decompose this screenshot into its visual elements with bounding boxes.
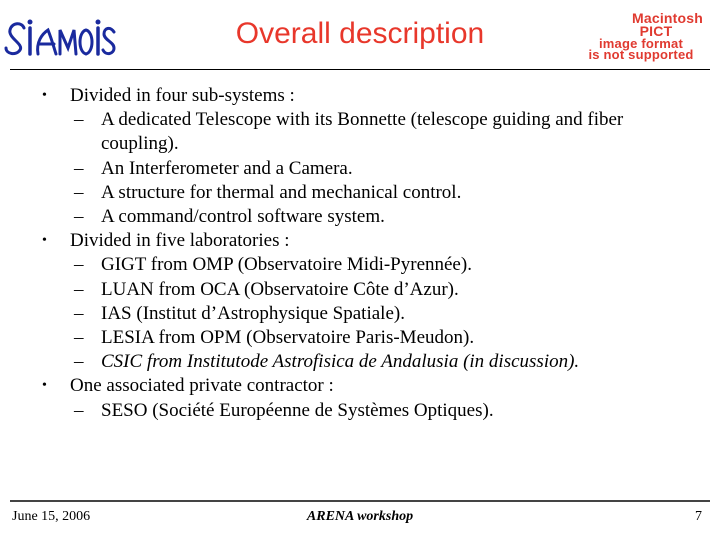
bullet-item [0,374,720,398]
pict-notice-line-1: Macintosh PICT [632,10,704,39]
sub-item [0,399,720,423]
sub-item-text: IAS (Institut d’Astrophysique Spatiale). [101,302,405,324]
dash-icon: – [74,206,84,228]
sub-item-text: LUAN from OCA (Observatoire Côte d’Azur). [101,278,459,300]
sub-item-text: A dedicated Telescope with its Bonnette (telescope guiding and fiber coupling). [101,109,624,155]
footer-event: ARENA workshop [306,509,414,524]
sub-item-text: CSIC from Institutode Astrofisica de Andalusia (in discussion). [101,351,580,373]
pict-notice-line-2: image format [598,36,684,51]
slide-title: Overall description [235,17,485,50]
dash-icon: – [74,327,84,349]
bullet-dot-icon: • [42,233,47,249]
dash-icon: – [74,302,84,324]
bullet-item [0,229,720,253]
footer-divider [10,500,710,502]
sub-item [0,108,720,156]
footer-date: June 15, 2006 [12,509,91,524]
dash-icon: – [74,109,84,131]
unsupported-image-placeholder [562,10,720,62]
dash-icon: – [74,399,84,421]
bullet-text: One associated private contractor : [70,375,334,397]
sub-item [0,350,720,374]
header-divider [10,69,710,70]
sub-item-text: GIGT from OMP (Observatoire Midi-Pyrennée). [101,254,472,276]
pict-notice-line-3: is not supported [588,47,694,62]
dash-icon: – [74,351,84,373]
sub-item [0,181,720,205]
sub-item [0,302,720,326]
slide-body [0,84,720,423]
bullet-text: Divided in five laboratories : [70,230,290,252]
sub-item [0,205,720,229]
sub-item [0,278,720,302]
page-number: 7 [695,509,702,524]
sub-item-text: LESIA from OPM (Observatoire Paris-Meudon). [101,327,475,349]
bullet-text: Divided in four sub-systems : [70,85,295,106]
sub-item-text: An Interferometer and a Camera. [101,157,353,179]
sub-item-text: A structure for thermal and mechanical control. [101,181,462,203]
dash-icon: – [74,254,84,276]
bullet-item [0,84,720,108]
sub-item-text: A command/control software system. [101,206,385,228]
sub-item [0,326,720,350]
sub-item-text: SESO (Société Européenne de Systèmes Optiques). [101,399,494,421]
dash-icon: – [74,157,84,179]
sub-item [0,157,720,181]
bullet-dot-icon: • [42,378,47,394]
dash-icon: – [74,278,84,300]
sub-item [0,253,720,277]
bullet-dot-icon: • [42,88,47,103]
dash-icon: – [74,181,84,203]
